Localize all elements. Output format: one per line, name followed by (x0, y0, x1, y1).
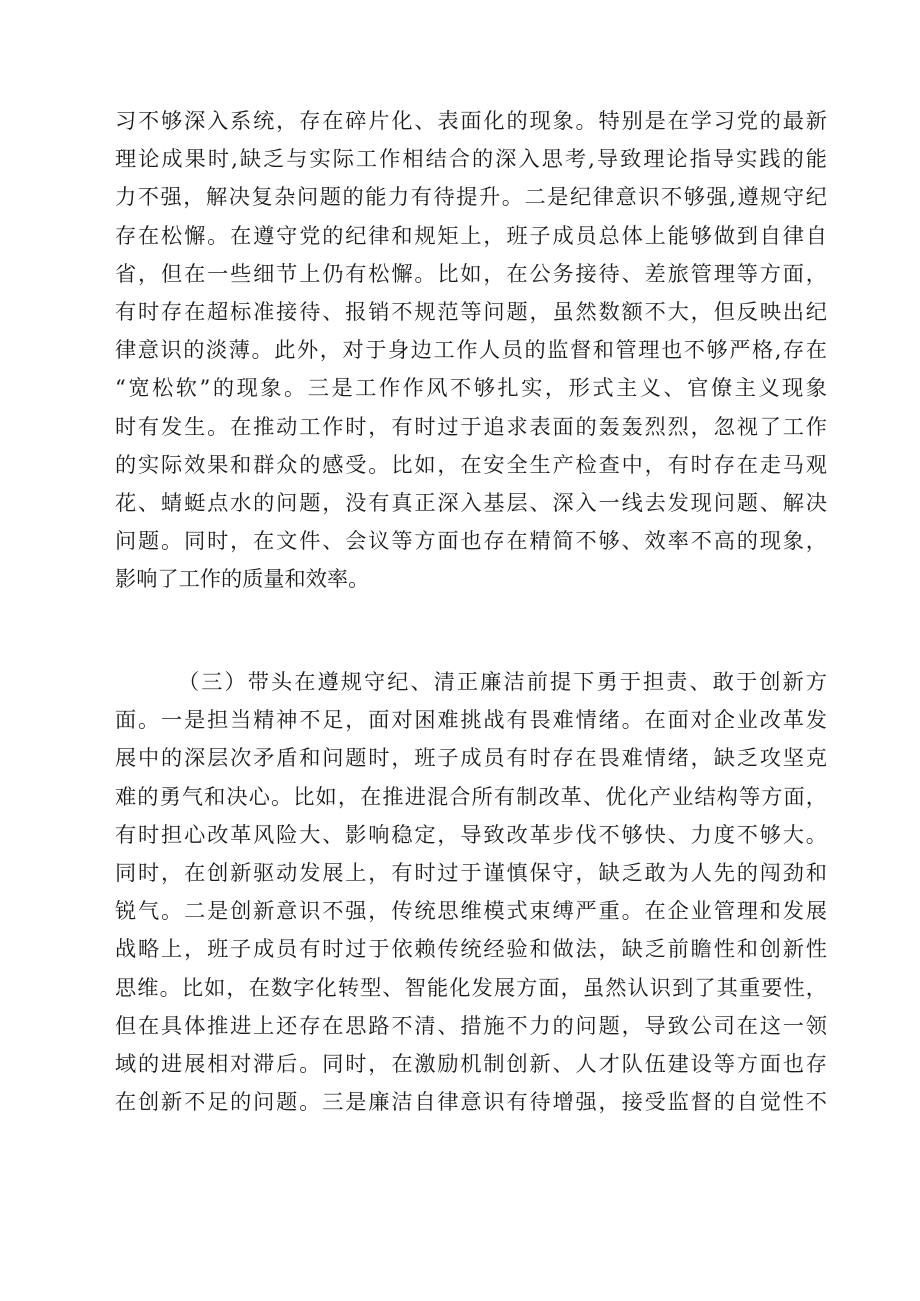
text-line: 的实际效果和群众的感受。比如，在安全生产检查中，有时存在走马观 (115, 451, 827, 477)
text-line: 锐气。二是创新意识不强，传统思维模式束缚严重。在企业管理和发展 (115, 898, 827, 924)
text-line: 思维。比如，在数字化转型、智能化发展方面，虽然认识到了其重要性， (115, 974, 827, 1000)
paragraph-continued (115, 102, 827, 598)
text-line: 习不够深入系统，存在碎片化、表面化的现象。特别是在学习党的最新 (115, 108, 827, 133)
text-line: 但在具体推进上还存在思路不清、措施不力的问题，导致公司在这一领 (115, 1012, 827, 1038)
text-line: 难的勇气和决心。比如，在推进混合所有制改革、优化产业结构等方面， (115, 783, 827, 809)
text-line: 问题。同时，在文件、会议等方面也存在精简不够、效率不高的现象， (115, 528, 827, 554)
text-line: 存在松懈。在遵守党的纪律和规矩上，班子成员总体上能够做到自律自 (115, 222, 827, 248)
paragraph-section-three (115, 663, 827, 1121)
text-line: 有时担心改革风险大、影响稳定，导致改革步伐不够快、力度不够大。 (115, 821, 827, 847)
text-line: 战略上，班子成员有时过于依赖传统经验和做法，缺乏前瞻性和创新性 (115, 936, 827, 962)
text-line: 力不强，解决复杂问题的能力有待提升。二是纪律意识不够强,遵规守纪 (115, 184, 827, 210)
text-line: 省，但在一些细节上仍有松懈。比如，在公务接待、差旅管理等方面， (115, 260, 827, 286)
text-line: 花、蜻蜓点水的问题，没有真正深入基层、深入一线去发现问题、解决 (115, 489, 827, 515)
text-line: 面。一是担当精神不足，面对困难挑战有畏难情绪。在面对企业改革发 (115, 707, 827, 733)
text-line: 有时存在超标准接待、报销不规范等问题，虽然数额不大，但反映出纪 (115, 298, 827, 324)
text-line: 域的进展相对滞后。同时，在激励机制创新、人才队伍建设等方面也存 (115, 1050, 827, 1076)
section-heading-line: （三）带头在遵规守纪、清正廉洁前提下勇于担责、敢于创新方 (178, 669, 827, 694)
text-line: 时有发生。在推动工作时，有时过于追求表面的轰轰烈烈，忽视了工作 (115, 413, 827, 439)
text-line: 展中的深层次矛盾和问题时，班子成员有时存在畏难情绪，缺乏攻坚克 (115, 745, 827, 771)
text-line: 在创新不足的问题。三是廉洁自律意识有待增强，接受监督的自觉性不 (115, 1089, 827, 1115)
text-line: 理论成果时,缺乏与实际工作相结合的深入思考,导致理论指导实践的能 (115, 146, 827, 172)
text-line: 同时，在创新驱动发展上，有时过于谨慎保守，缺乏敢为人先的闯劲和 (115, 859, 827, 885)
text-line: “宽松软”的现象。三是工作作风不够扎实，形式主义、官僚主义现象 (115, 375, 827, 401)
text-line: 影响了工作的质量和效率。 (115, 566, 370, 592)
text-line: 律意识的淡薄。此外，对于身边工作人员的监督和管理也不够严格,存在 (115, 337, 827, 363)
